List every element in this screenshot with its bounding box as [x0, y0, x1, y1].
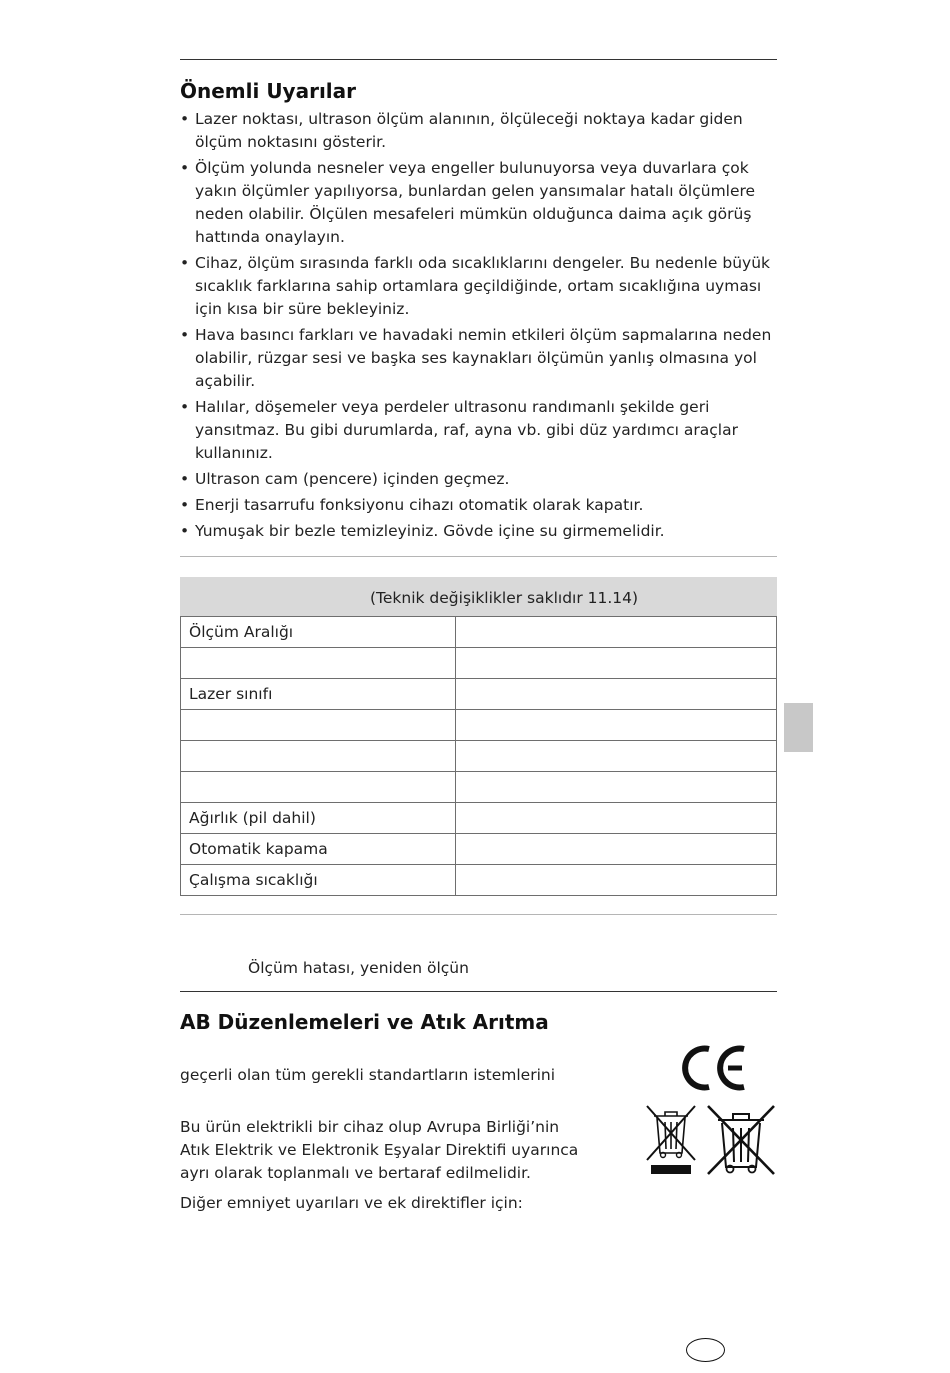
- eu-regulations-title: AB Düzenlemeleri ve Atık Arıtma: [180, 1010, 549, 1034]
- spec-value: [456, 834, 777, 865]
- spec-value: [456, 803, 777, 834]
- spec-label: Otomatik kapama: [181, 834, 456, 865]
- table-row: [181, 865, 777, 896]
- important-notes-list: [180, 108, 780, 546]
- list-item: • Enerji tasarrufu fonksiyonu cihazı otomatik olarak kapatır.: [180, 496, 644, 514]
- list-item: • Hava basıncı farkları ve havadaki nemin etkileri ölçüm sapmalarına neden olabilir, rüzgar sesi ve başka ses kaynakları ölçümün yanlış olmasına yol açabilir.: [180, 326, 772, 390]
- weee-bin-with-bar-icon: [645, 1104, 697, 1176]
- spec-label: Ölçüm Aralığı: [181, 617, 456, 648]
- spec-label: Lazer sınıfı: [181, 679, 456, 710]
- error-message: Ölçüm hatası, yeniden ölçün: [248, 959, 469, 977]
- section-divider: [180, 914, 777, 915]
- text-line: Bu ürün elektrikli bir cihaz olup Avrupa Birliği’nin: [180, 1118, 560, 1136]
- spec-label: [181, 648, 456, 679]
- section-divider: [180, 556, 777, 557]
- table-row: [181, 679, 777, 710]
- spec-value: [456, 617, 777, 648]
- table-row: [181, 741, 777, 772]
- spec-label: Çalışma sıcaklığı: [181, 865, 456, 896]
- list-item: • Ölçüm yolunda nesneler veya engeller bulunuyorsa veya duvarlara çok yakın ölçümler yapılıyorsa, bunlardan gelen yansımalar hatalı ölçümlere neden olabilir. Ölçülen mesafeleri mümkün olduğunca daima açık görüş hattında onaylayın.: [180, 159, 756, 246]
- spec-value: [456, 741, 777, 772]
- table-row: [181, 710, 777, 741]
- spec-label: [181, 772, 456, 803]
- table-row: [181, 772, 777, 803]
- chapter-tab: [784, 703, 813, 752]
- table-row: [181, 803, 777, 834]
- weee-bin-icon: [705, 1104, 777, 1176]
- list-item: • Halılar, döşemeler veya perdeler ultrasonu randımanlı şekilde geri yansıtmaz. Bu gibi durumlarda, raf, ayna vb. gibi düz yardımcı araçlar kullanınız.: [180, 398, 738, 462]
- eu-paragraph-2: [180, 1116, 578, 1185]
- list-item: • Cihaz, ölçüm sırasında farklı oda sıcaklıklarını dengeler. Bu nedenle büyük sıcaklık farklarına sahip ortamlara geçildiğinde, ortam sıcaklığına uyması için kısa bir süre bekleyiniz.: [180, 254, 770, 318]
- section-divider: [180, 991, 777, 992]
- eu-paragraph-1: geçerli olan tüm gerekli standartların istemlerini: [180, 1066, 556, 1084]
- top-divider: [180, 59, 777, 60]
- important-notes-title: Önemli Uyarılar: [180, 79, 357, 103]
- table-row: [181, 617, 777, 648]
- spec-label: [181, 741, 456, 772]
- list-item: • Ultrason cam (pencere) içinden geçmez.: [180, 470, 510, 488]
- table-row: [181, 648, 777, 679]
- text-line: Atık Elektrik ve Elektronik Eşyalar Direktifi uyarınca: [180, 1141, 579, 1159]
- spec-table: [180, 616, 777, 896]
- spec-value: [456, 865, 777, 896]
- spec-table-header: (Teknik değişiklikler saklıdır 11.14): [180, 577, 777, 616]
- eu-paragraph-3: Diğer emniyet uyarıları ve ek direktifler için:: [180, 1194, 523, 1212]
- spec-value: [456, 772, 777, 803]
- list-item: • Lazer noktası, ultrason ölçüm alanının, ölçüleceği noktaya kadar giden ölçüm noktasını gösterir.: [180, 110, 743, 151]
- spec-label: Ağırlık (pil dahil): [181, 803, 456, 834]
- ce-mark-icon: [678, 1043, 748, 1093]
- table-row: [181, 834, 777, 865]
- spec-value: [456, 679, 777, 710]
- list-item: • Yumuşak bir bezle temizleyiniz. Gövde içine su girmemelidir.: [180, 522, 665, 540]
- text-line: ayrı olarak toplanmalı ve bertaraf edilmelidir.: [180, 1164, 531, 1182]
- spec-value: [456, 710, 777, 741]
- spec-value: [456, 648, 777, 679]
- spec-label: [181, 710, 456, 741]
- page-number-oval: [686, 1338, 725, 1362]
